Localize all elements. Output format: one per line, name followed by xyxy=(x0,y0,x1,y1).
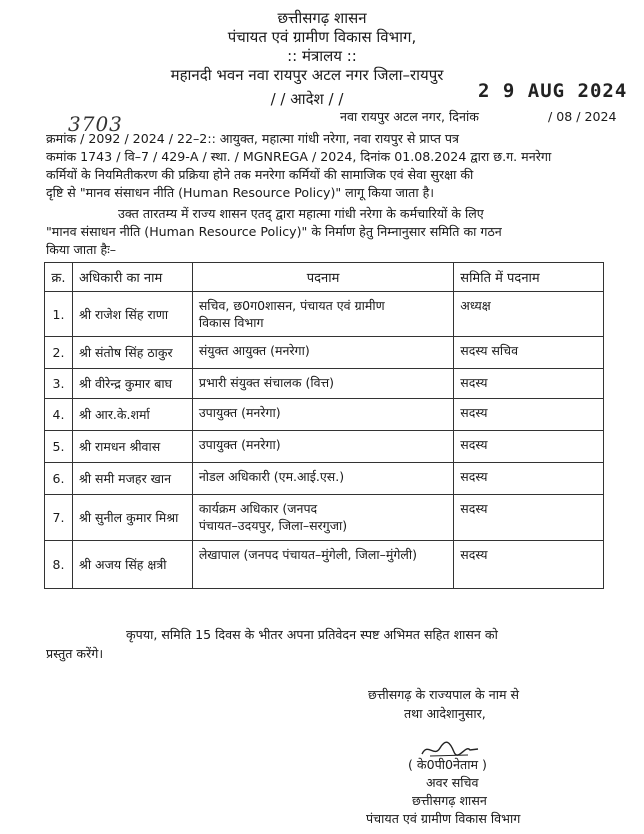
header-committee-role: समिति में पदनाम xyxy=(454,263,604,292)
header-address: महानदी भवन नवा रायपुर अटल नगर जिला–रायपुर xyxy=(170,66,444,84)
row-serial: 5. xyxy=(45,431,73,463)
table-row xyxy=(45,541,604,589)
row-committee-role: सदस्य सचिव xyxy=(454,337,604,369)
closing-line-2: प्रस्तुत करेंगे। xyxy=(46,646,104,661)
row-designation xyxy=(192,292,453,337)
row-officer-name: श्री राजेश सिंह राणा xyxy=(72,292,192,337)
handwritten-order-number: 3703 xyxy=(68,112,123,136)
header-designation: पदनाम xyxy=(192,263,453,292)
by-order-line: तथा आदेशानुसार, xyxy=(404,706,486,721)
row-committee-role: सदस्य xyxy=(454,399,604,431)
table-row xyxy=(45,495,604,541)
row-committee-role: सदस्य xyxy=(454,431,604,463)
row-committee-role: सदस्य xyxy=(454,463,604,495)
designation-line-1: कार्यक्रम अधिकार (जनपद xyxy=(198,501,318,516)
row-serial: 1. xyxy=(45,292,73,337)
intro-line-3: किया जाता हैः– xyxy=(46,242,117,257)
row-serial: 8. xyxy=(45,541,73,589)
reference-line-4: दृष्टि से "मानव संसाधन नीति (Human Resource Policy)" लागू किया जाता है। xyxy=(46,185,435,200)
header-department: पंचायत एवं ग्रामीण विकास विभाग, xyxy=(227,28,417,46)
row-designation: लेखापाल (जनपद पंचायत–मुंगेली, जिला–मुंगेली) xyxy=(192,541,453,589)
table-row xyxy=(45,292,604,337)
order-date: / 08 / 2024 xyxy=(548,109,617,124)
governor-name-line: छत्तीसगढ़ के राज्यपाल के नाम से xyxy=(368,687,520,702)
designation-line-2: पंचायत–उदयपुर, जिला–सरगुजा) xyxy=(198,518,348,533)
row-designation: प्रभारी संयुक्त संचालक (वित्त) xyxy=(192,369,453,399)
row-committee-role: सदस्य xyxy=(454,495,604,541)
row-committee-role: सदस्य xyxy=(454,369,604,399)
row-serial: 2. xyxy=(45,337,73,369)
row-officer-name: श्री आर.के.शर्मा xyxy=(72,399,192,431)
header-ministry: :: मंत्रालय :: xyxy=(287,47,357,65)
place-label: नवा रायपुर अटल नगर, दिनांक xyxy=(340,109,479,124)
table-row xyxy=(45,431,604,463)
intro-line-1: उक्त तारतम्य में राज्य शासन एतद् द्वारा महात्मा गांधी नरेगा के कर्मचारियों के लिए xyxy=(118,206,484,221)
reference-line-1: क्रमांक / 2092 / 2024 / 22–2:: आयुक्त, महात्मा गांधी नरेगा, नवा रायपुर से प्राप्त पत्र xyxy=(46,131,459,146)
received-date-stamp: 2 9 AUG 2024 xyxy=(478,80,628,102)
intro-line-2: "मानव संसाधन नीति (Human Resource Policy)" के निर्माण हेतु निम्नानुसार समिति का गठन xyxy=(46,224,502,239)
signatory-designation: अवर सचिव xyxy=(426,775,479,790)
table-row xyxy=(45,337,604,369)
committee-table xyxy=(44,262,604,589)
row-committee-role: अध्यक्ष xyxy=(454,292,604,337)
row-committee-role: सदस्य xyxy=(454,541,604,589)
row-officer-name: श्री संतोष सिंह ठाकुर xyxy=(72,337,192,369)
row-designation: उपायुक्त (मनरेगा) xyxy=(192,431,453,463)
row-serial: 4. xyxy=(45,399,73,431)
signatory-name: ( के0पी0नेताम ) xyxy=(408,757,487,772)
table-row xyxy=(45,369,604,399)
header-officer-name: अधिकारी का नाम xyxy=(72,263,192,292)
closing-line-1: कृपया, समिति 15 दिवस के भीतर अपना प्रतिवेदन स्पष्ट अभिमत सहित शासन को xyxy=(126,627,498,642)
row-designation: संयुक्त आयुक्त (मनरेगा) xyxy=(192,337,453,369)
table-header-row xyxy=(45,263,604,292)
row-officer-name: श्री वीरेन्द्र कुमार बाघ xyxy=(72,369,192,399)
row-serial: 3. xyxy=(45,369,73,399)
row-officer-name: श्री सुनील कुमार मिश्रा xyxy=(72,495,192,541)
designation-line-1: सचिव, छ0ग0शासन, पंचायत एवं ग्रामीण xyxy=(198,298,385,313)
table-row xyxy=(45,463,604,495)
order-title: / / आदेश / / xyxy=(270,90,344,108)
header-state-government: छत्तीसगढ़ शासन xyxy=(277,9,367,27)
row-designation: नोडल अधिकारी (एम.आई.एस.) xyxy=(192,463,453,495)
row-designation xyxy=(192,495,453,541)
reference-line-2: कमांक 1743 / वि–7 / 429-A / स्था. / MGNREGA / 2024, दिनांक 01.08.2024 द्वारा छ.ग. मनरेगा xyxy=(46,149,552,164)
row-serial: 6. xyxy=(45,463,73,495)
signatory-department: पंचायत एवं ग्रामीण विकास विभाग xyxy=(366,811,521,826)
row-officer-name: श्री समी मजहर खान xyxy=(72,463,192,495)
designation-line-2: विकास विभाग xyxy=(198,315,264,330)
signatory-government: छत्तीसगढ़ शासन xyxy=(412,793,487,808)
row-serial: 7. xyxy=(45,495,73,541)
reference-line-3: कर्मियों के नियमितीकरण की प्रक्रिया होने तक मनरेगा कर्मियों की सामाजिक एवं सेवा सुरक्षा की xyxy=(46,167,474,182)
row-officer-name: श्री रामधन श्रीवास xyxy=(72,431,192,463)
table-row xyxy=(45,399,604,431)
header-serial: क्र. xyxy=(45,263,73,292)
row-designation: उपायुक्त (मनरेगा) xyxy=(192,399,453,431)
row-officer-name: श्री अजय सिंह क्षत्री xyxy=(72,541,192,589)
